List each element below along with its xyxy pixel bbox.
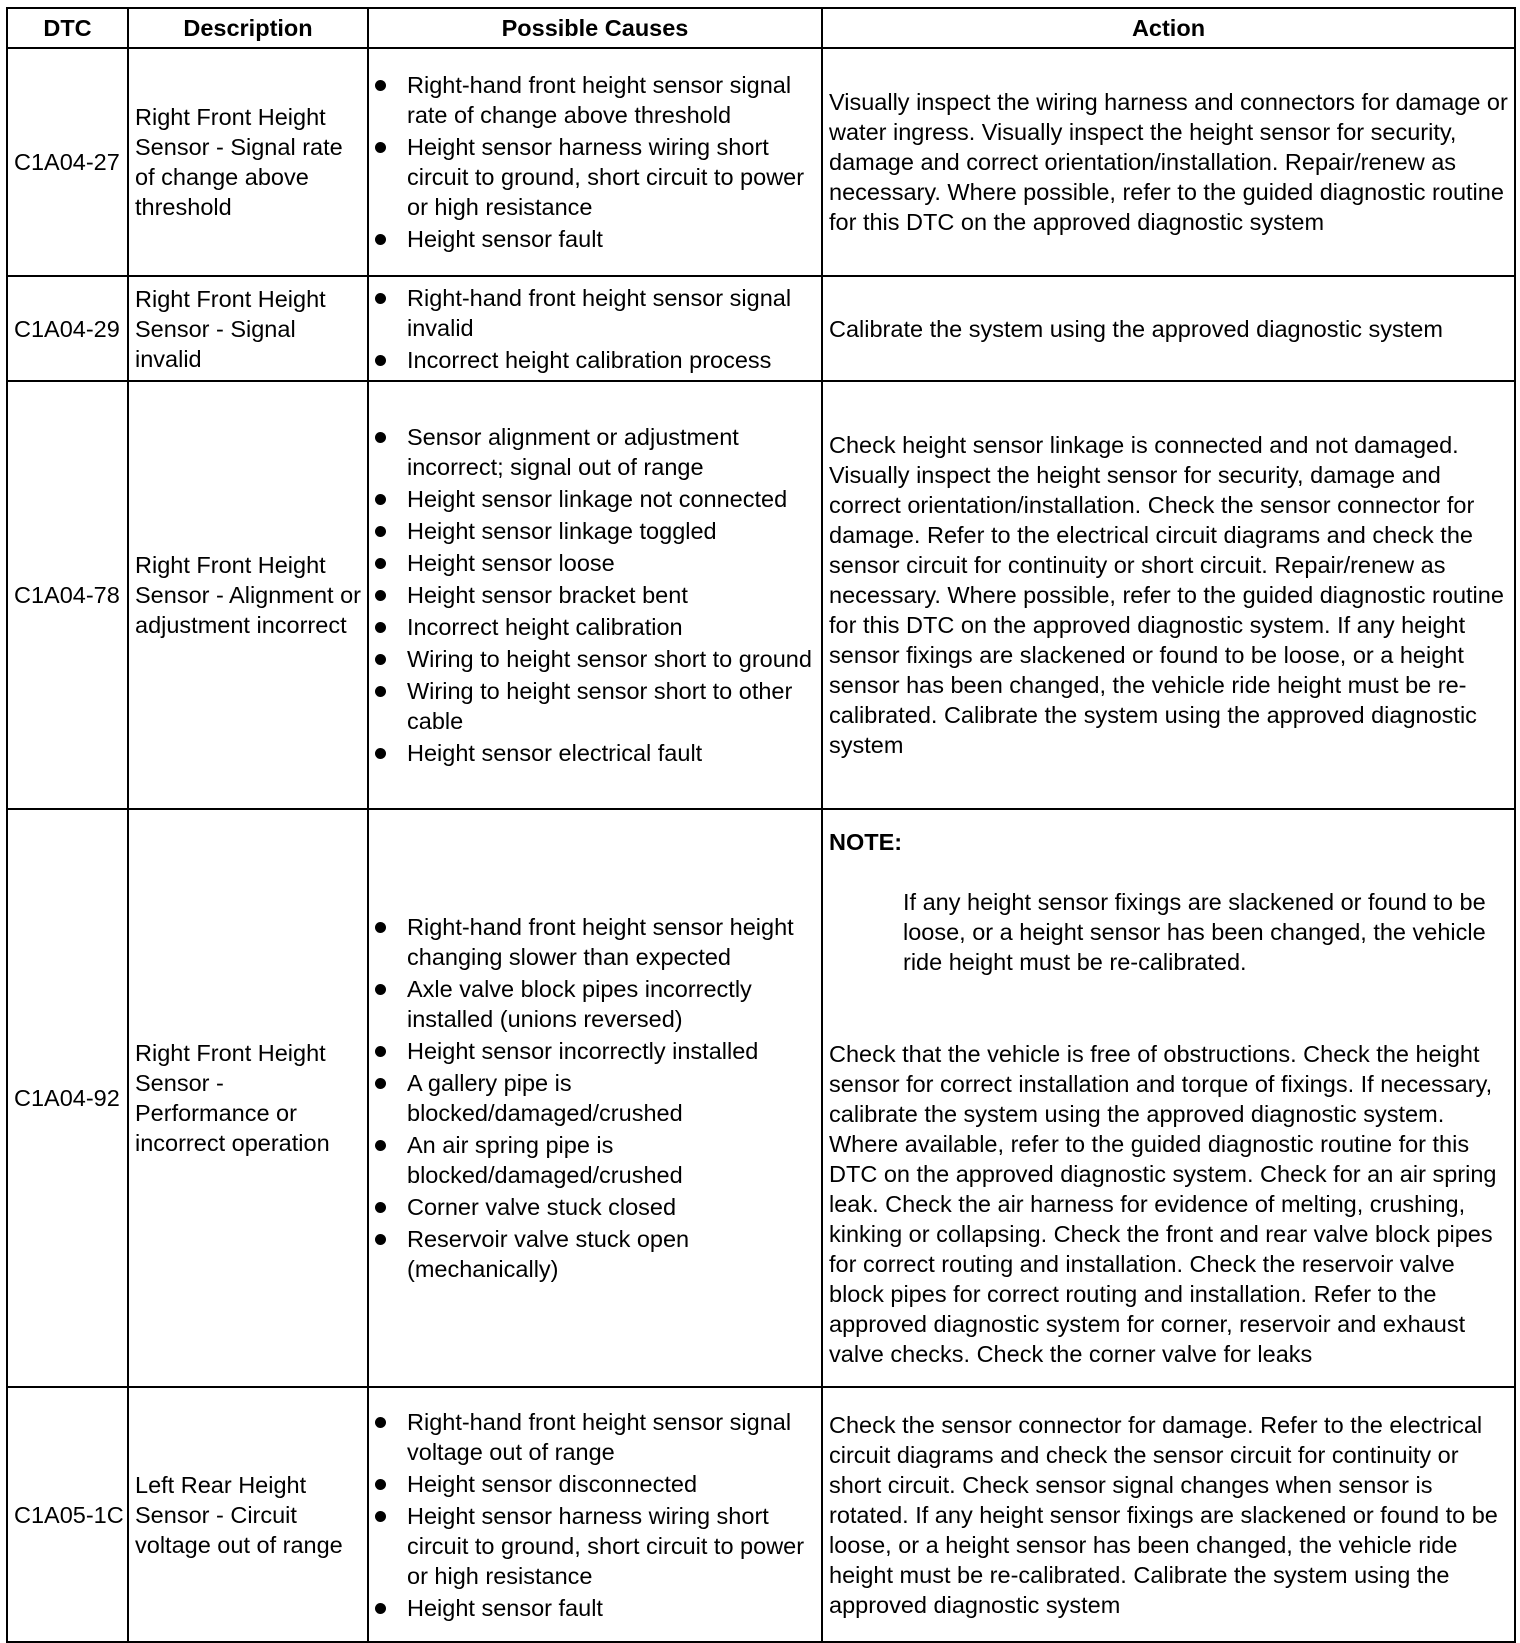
bullet-icon <box>375 1234 386 1245</box>
bullet-icon <box>375 1078 386 1089</box>
bullet-icon <box>375 748 386 759</box>
header-dtc: DTC <box>7 8 128 48</box>
cause-item: Height sensor electrical fault <box>375 738 815 768</box>
cause-item: Reservoir valve stuck open (mechanically) <box>375 1224 815 1284</box>
action-cell <box>822 809 1515 1387</box>
dtc-description: Right Front Height Sensor - Performance or incorrect operation <box>128 809 368 1387</box>
cause-item: Sensor alignment or adjustment incorrect; signal out of range <box>375 422 815 482</box>
bullet-icon <box>375 558 386 569</box>
cause-item: Height sensor fault <box>375 224 815 254</box>
bullet-icon <box>375 1202 386 1213</box>
dtc-description: Right Front Height Sensor - Signal invalid <box>128 276 368 381</box>
bullet-icon <box>375 432 386 443</box>
bullet-icon <box>375 355 386 366</box>
dtc-description: Right Front Height Sensor - Signal rate of change above threshold <box>128 48 368 276</box>
header-description: Description <box>128 8 368 48</box>
dtc-description: Right Front Height Sensor - Alignment or adjustment incorrect <box>128 381 368 809</box>
cause-item: Height sensor bracket bent <box>375 580 815 610</box>
table-row <box>7 809 1515 1387</box>
cause-item: Height sensor linkage toggled <box>375 516 815 546</box>
cause-item: Corner valve stuck closed <box>375 1192 815 1222</box>
dtc-description: Left Rear Height Sensor - Circuit voltage out of range <box>128 1387 368 1642</box>
bullet-icon <box>375 80 386 91</box>
bullet-icon <box>375 654 386 665</box>
cause-item: Right-hand front height sensor height changing slower than expected <box>375 912 815 972</box>
cause-item: Height sensor loose <box>375 548 815 578</box>
cause-item: Height sensor incorrectly installed <box>375 1036 815 1066</box>
action-text: Calibrate the system using the approved diagnostic system <box>822 276 1515 381</box>
possible-causes <box>368 1387 822 1642</box>
cause-item: Height sensor harness wiring short circuit to ground, short circuit to power or high resistance <box>375 132 815 222</box>
cause-item: Right-hand front height sensor signal invalid <box>375 283 815 343</box>
cause-item: Right-hand front height sensor signal voltage out of range <box>375 1407 815 1467</box>
bullet-icon <box>375 526 386 537</box>
table-row <box>7 1387 1515 1642</box>
bullet-icon <box>375 922 386 933</box>
dtc-code: C1A04-27 <box>7 48 128 276</box>
cause-item: Wiring to height sensor short to other cable <box>375 676 815 736</box>
possible-causes <box>368 809 822 1387</box>
bullet-icon <box>375 1479 386 1490</box>
possible-causes <box>368 381 822 809</box>
action-text: Visually inspect the wiring harness and connectors for damage or water ingress. Visually inspect the height sensor for security, damage and correct orientation/installation. Repair/renew as necessary. Where possible, refer to the guided diagnostic routine for this DTC on the approved diagnostic system <box>822 48 1515 276</box>
cause-item: Incorrect height calibration <box>375 612 815 642</box>
possible-causes <box>368 48 822 276</box>
table-row <box>7 276 1515 381</box>
dtc-code: C1A04-92 <box>7 809 128 1387</box>
bullet-icon <box>375 984 386 995</box>
header-row <box>7 8 1515 48</box>
cause-item: A gallery pipe is blocked/damaged/crushed <box>375 1068 815 1128</box>
cause-item: Height sensor fault <box>375 1593 815 1623</box>
action-text: Check that the vehicle is free of obstructions. Check the height sensor for correct installation and torque of fixings. If necessary, calibrate the system using the approved diagnostic system. Where available, refer to the guided diagnostic routine for this DTC on the approved diagnostic system. Check for an air spring leak. Check the air harness for evidence of melting, crushing, kinking or collapsing. Check the front and rear valve block pipes for correct routing and installation. Check the reservoir valve block pipes for correct routing and installation. Refer to the approved diagnostic system for corner, reservoir and exhaust valve checks. Check the corner valve for leaks <box>829 1041 1497 1367</box>
table-row <box>7 48 1515 276</box>
bullet-icon <box>375 686 386 697</box>
action-text: Check the sensor connector for damage. Refer to the electrical circuit diagrams and check the sensor circuit for continuity or short circuit. Check sensor signal changes when sensor is rotated. If any height sensor fixings are slackened or found to be loose, or a height sensor has been changed, the vehicle ride height must be re-calibrated. Calibrate the system using the approved diagnostic system <box>822 1387 1515 1642</box>
cause-item: Height sensor disconnected <box>375 1469 815 1499</box>
table-row <box>7 381 1515 809</box>
cause-item: Axle valve block pipes incorrectly installed (unions reversed) <box>375 974 815 1034</box>
bullet-icon <box>375 1603 386 1614</box>
dtc-code: C1A04-29 <box>7 276 128 381</box>
bullet-icon <box>375 590 386 601</box>
bullet-icon <box>375 142 386 153</box>
cause-item: Height sensor linkage not connected <box>375 484 815 514</box>
dtc-code: C1A04-78 <box>7 381 128 809</box>
bullet-icon <box>375 622 386 633</box>
bullet-icon <box>375 1140 386 1151</box>
possible-causes <box>368 276 822 381</box>
cause-item: Right-hand front height sensor signal rate of change above threshold <box>375 70 815 130</box>
dtc-table <box>6 7 1516 1643</box>
cause-item: Height sensor harness wiring short circuit to ground, short circuit to power or high resistance <box>375 1501 815 1591</box>
cause-item: Incorrect height calibration process <box>375 345 815 375</box>
header-action: Action <box>822 8 1515 48</box>
bullet-icon <box>375 234 386 245</box>
cause-item: Wiring to height sensor short to ground <box>375 644 815 674</box>
cause-item: An air spring pipe is blocked/damaged/crushed <box>375 1130 815 1190</box>
bullet-icon <box>375 494 386 505</box>
header-possible-causes: Possible Causes <box>368 8 822 48</box>
bullet-icon <box>375 1046 386 1057</box>
bullet-icon <box>375 1417 386 1428</box>
bullet-icon <box>375 293 386 304</box>
bullet-icon <box>375 1511 386 1522</box>
dtc-code: C1A05-1C <box>7 1387 128 1642</box>
note-label: NOTE: <box>829 829 903 855</box>
note-text: If any height sensor fixings are slackened or found to be loose, or a height sensor has been changed, the vehicle ride height must be re-calibrated. <box>903 889 1486 975</box>
action-text: Check height sensor linkage is connected and not damaged. Visually inspect the height sensor for security, damage and correct orientation/installation. Check the sensor connector for damage. Refer to the electrical circuit diagrams and check the sensor circuit for continuity or short circuit. Repair/renew as necessary. Where possible, refer to the guided diagnostic routine for this DTC on the approved diagnostic system. If any height sensor fixings are slackened or found to be loose, or a height sensor has been changed, the vehicle ride height must be re-calibrated. Calibrate the system using the approved diagnostic system <box>822 381 1515 809</box>
